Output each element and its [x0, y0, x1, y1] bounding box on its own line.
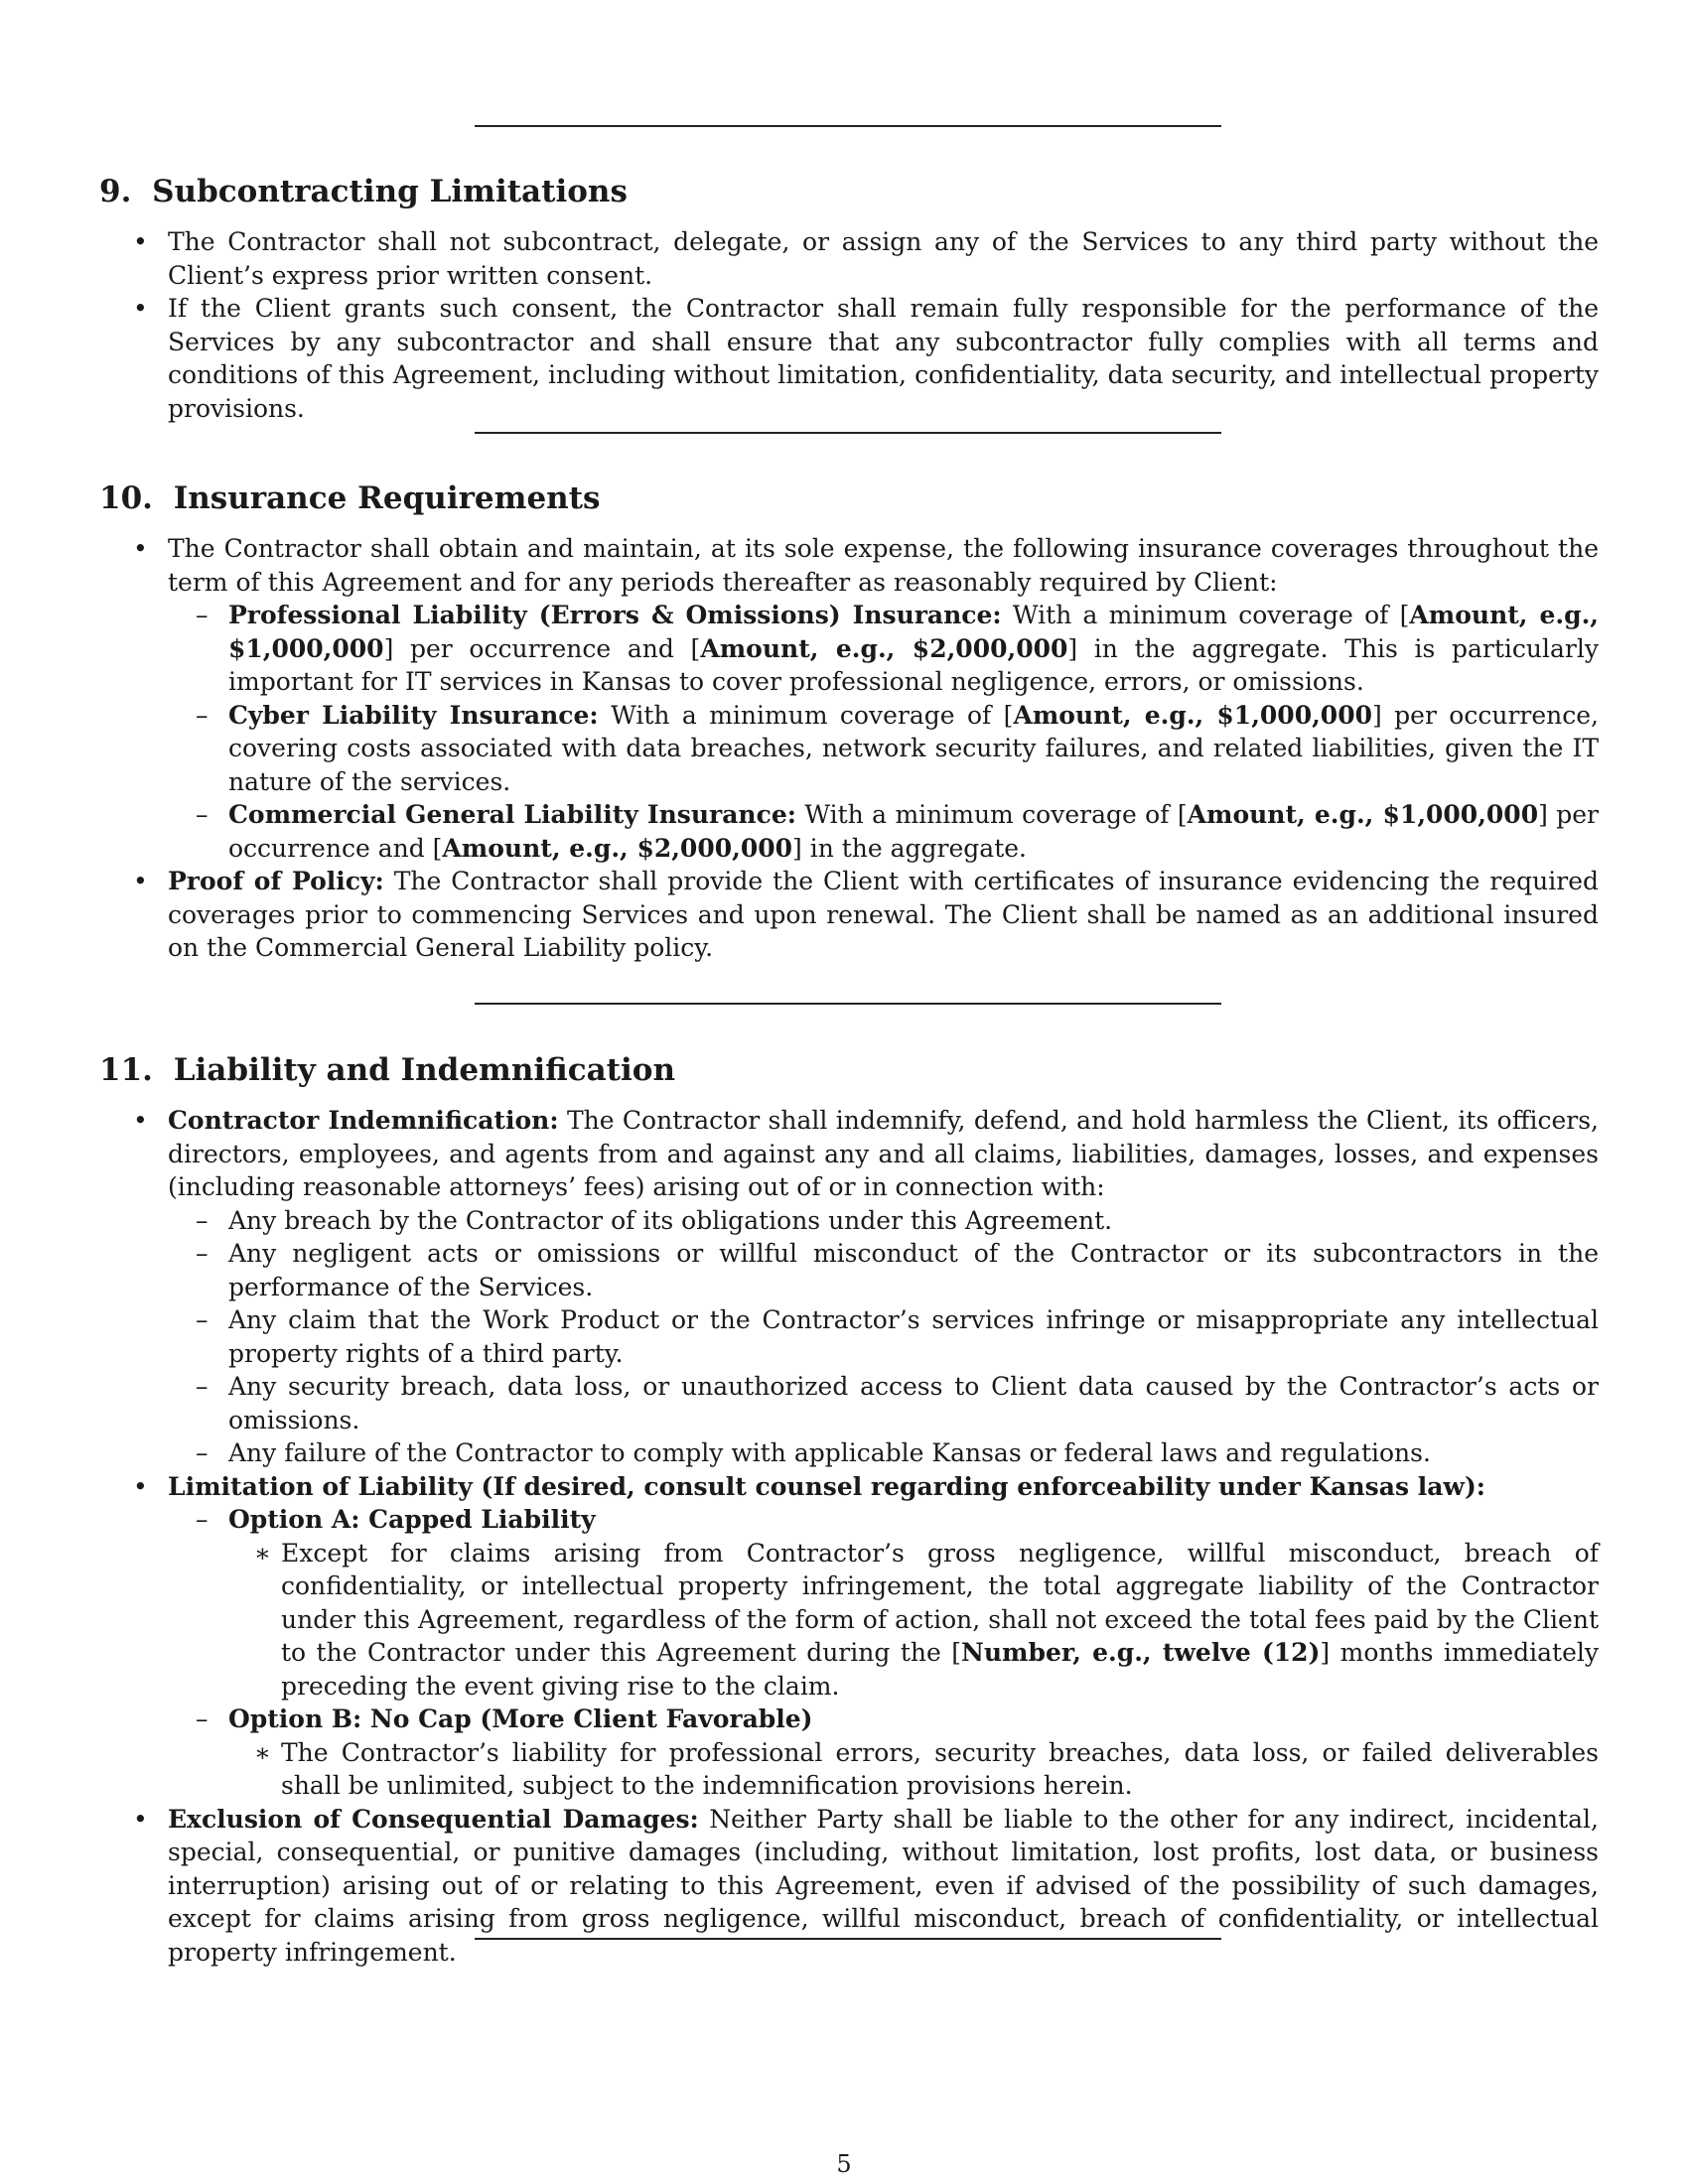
sub-sub-list	[228, 1537, 1599, 1704]
list-item	[168, 1703, 1599, 1803]
item-text: ] in the aggregate.	[792, 833, 1028, 863]
bullet-list	[99, 1104, 1599, 1969]
item-label: Contractor Indemnification:	[168, 1106, 559, 1135]
item-text: ] per occurrence, covering costs associated with data breaches, network security failures, and related liabilities, given the IT nature of the services.	[228, 700, 1600, 796]
item-text: ] in the aggregate. This is particularly important for IT services in Kansas to cover professional negligence, errors, or omissions.	[228, 633, 1599, 696]
section-divider	[475, 432, 1221, 434]
item-label: Professional Liability (Errors & Omissions) Insurance:	[228, 601, 1002, 629]
page-number: 5	[836, 2150, 852, 2178]
item-label: Exclusion of Consequential Damages:	[168, 1804, 699, 1834]
list-item	[99, 1470, 1599, 1803]
list-item	[168, 798, 1599, 865]
item-text: With a minimum coverage of [	[795, 800, 1188, 829]
option-label: Option B: No Cap (More Client Favorable)	[228, 1705, 813, 1733]
item-label: Cyber Liability Insurance:	[228, 700, 599, 730]
section-number: 9.	[99, 174, 132, 209]
list-item: – Any negligent acts or omissions or willful misconduct of the Contractor or its subcontractors in the performance of the Services.	[168, 1237, 1599, 1303]
amount-placeholder: Amount, e.g., $2,000,000	[700, 633, 1068, 663]
amount-placeholder: Amount, e.g., $1,000,000	[1013, 700, 1372, 730]
section-number: 11.	[99, 1052, 153, 1088]
list-item: • If the Client grants such consent, the Contractor shall remain fully responsible for the performance of the Services by any subcontractor and shall ensure that any subcontractor fully complies with all terms and conditions of this Agreement, including without limitation, confidentiality, data security, and intellectual property provisions.	[99, 292, 1599, 425]
list-item	[228, 1537, 1599, 1704]
list-item: • The Contractor shall not subcontract, delegate, or assign any of the Services to any third party without the Client’s express prior written consent.	[99, 225, 1599, 292]
option-label: Option A: Capped Liability	[228, 1505, 596, 1534]
item-text: ] months immediately preceding the event giving rise to the claim.	[281, 1638, 1599, 1701]
sub-list	[168, 1204, 1599, 1470]
amount-placeholder: Amount, e.g., $1,000,000	[228, 601, 1599, 663]
item-label: Commercial General Liability Insurance:	[228, 800, 796, 829]
section-title: Subcontracting Limitations	[152, 174, 628, 209]
section-10	[99, 477, 1599, 965]
list-item	[99, 865, 1599, 965]
item-text: With a minimum coverage of [	[598, 700, 1014, 730]
section-heading	[99, 477, 1599, 520]
section-title: Insurance Requirements	[173, 480, 601, 516]
sub-sub-list	[228, 1736, 1599, 1803]
section-divider	[475, 125, 1221, 127]
list-item: – Any security breach, data loss, or unauthorized access to Client data caused by the Contractor’s acts or omissions.	[168, 1370, 1599, 1436]
item-text: Except for claims arising from Contractor’s gross negligence, willful misconduct, breach of confidentiality, or intellectual property infringement, the total aggregate liability of the Contractor under this Agreement, regardless of the form of action, shall not exceed the total fees paid by the Client to the Contractor under this Agreement during the [	[281, 1538, 1599, 1667]
list-item: – Any breach by the Contractor of its obligations under this Agreement.	[168, 1204, 1599, 1238]
list-item: – Any failure of the Contractor to comply with applicable Kansas or federal laws and regulations.	[168, 1436, 1599, 1470]
item-text: With a minimum coverage of [	[1001, 601, 1410, 629]
list-item	[168, 699, 1599, 799]
sub-list	[168, 1503, 1599, 1803]
amount-placeholder: Amount, e.g., $1,000,000	[1187, 800, 1539, 829]
item-text: ] per occurrence and [	[383, 633, 701, 663]
bullet-list	[99, 532, 1599, 965]
item-text: The Contractor shall provide the Client with certificates of insurance evidencing the required coverages prior to commencing Services and upon renewal. The Client shall be named as an additional insured on the Commercial General Liability policy.	[168, 867, 1599, 962]
list-item	[168, 599, 1599, 699]
number-placeholder: Number, e.g., twelve (12)	[960, 1638, 1321, 1667]
item-text: ] per occurrence and [	[228, 800, 1600, 863]
list-item	[99, 1803, 1599, 1970]
list-item: – Any claim that the Work Product or the Contractor’s services infringe or misappropriate any intellectual property rights of a third party.	[168, 1303, 1599, 1370]
section-heading	[99, 170, 1599, 213]
amount-placeholder: Amount, e.g., $2,000,000	[442, 833, 793, 863]
section-divider	[475, 1003, 1221, 1005]
section-9	[99, 170, 1599, 425]
list-item	[99, 532, 1599, 865]
sub-list	[168, 599, 1599, 865]
item-text: Neither Party shall be liable to the other for any indirect, incidental, special, consequential, or punitive damages (including, without limitation, lost profits, lost data, or business interruption) arising out of or relating to this Agreement, even if advised of the possibility of such damages, except for claims arising from gross negligence, willful misconduct, breach of confidentiality, or intellectual property infringement.	[168, 1804, 1599, 1967]
list-item: ∗ The Contractor’s liability for professional errors, security breaches, data loss, or failed deliverables shall be unlimited, subject to the indemnification provisions herein.	[228, 1736, 1599, 1803]
section-heading	[99, 1048, 1599, 1092]
insurance-intro: The Contractor shall obtain and maintain, at its sole expense, the following insurance coverages throughout the term of this Agreement and for any periods thereafter as reasonably required by Client:	[168, 534, 1599, 597]
list-item	[99, 1104, 1599, 1470]
section-number: 10.	[99, 480, 153, 516]
section-title: Liability and Indemnification	[173, 1052, 675, 1088]
item-label: Limitation of Liability (If desired, consult counsel regarding enforceability under Kansas law):	[168, 1471, 1486, 1501]
list-item	[168, 1503, 1599, 1703]
item-label: Proof of Policy:	[168, 867, 384, 895]
section-divider	[475, 1938, 1221, 1940]
section-11	[99, 1048, 1599, 1969]
bullet-list	[99, 225, 1599, 425]
item-text: The Contractor shall indemnify, defend, and hold harmless the Client, its officers, directors, employees, and agents from and against any and all claims, liabilities, damages, losses, and expenses (including reasonable attorneys’ fees) arising out of or in connection with:	[168, 1106, 1599, 1201]
